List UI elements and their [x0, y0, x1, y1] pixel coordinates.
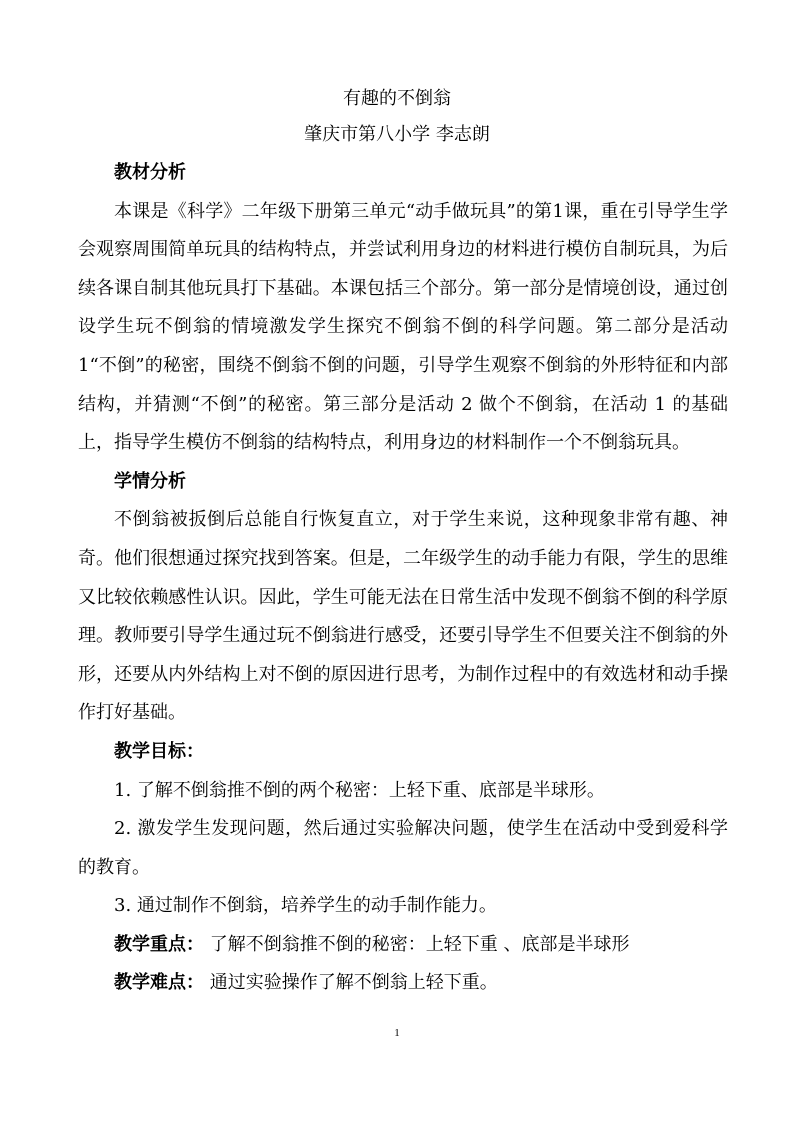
difficulty-label: 教学难点： [114, 972, 204, 994]
page-number: 1 [394, 1027, 400, 1039]
objective-item-1: 1. 了解不倒翁推不倒的两个秘密：上轻下重、底部是半球形。 [114, 779, 605, 801]
objective-item-3: 3. 通过制作不倒翁，培养学生的动手制作能力。 [114, 895, 497, 917]
heading-student-analysis: 学情分析 [114, 470, 186, 492]
key-point-text: 了解不倒翁推不倒的秘密：上轻下重 、底部是半球形 [204, 933, 630, 955]
difficulty-text: 通过实验操作了解不倒翁上轻下重。 [204, 972, 498, 994]
heading-objectives: 教学目标： [114, 740, 204, 762]
heading-material-analysis: 教材分析 [114, 162, 186, 183]
key-point-label: 教学重点： [114, 933, 204, 955]
difficulty-line [78, 964, 728, 1003]
document-title: 有趣的不倒翁 [343, 88, 451, 109]
paragraph-student-analysis: 不倒翁被扳倒后总能自行恢复直立，对于学生来说，这种现象非常有趣、神奇。他们很想通过探究找到答案。但是，二年级学生的动手能力有限，学生的思维又比较依赖感性认识。因此，学生可能无法在日常生活中发现不倒翁不倒的科学原理。教师要引导学生通过玩不倒翁进行感受，还要引导学生不但要关注不倒翁的外形，还要从内外结构上对不倒的原因进行思考，为制作过程中的有效选材和动手操作打好基础。 [78, 509, 728, 724]
document-author: 肇庆市第八小学 李志朗 [304, 124, 490, 145]
key-point-line [78, 926, 728, 965]
objective-item-2: 2. 激发学生发现问题，然后通过实验解决问题，使学生在活动中受到爱科学的教育。 [78, 818, 728, 878]
document-body [78, 154, 746, 1003]
paragraph-material-analysis: 本课是《科学》二年级下册第三单元“动手做玩具”的第1课，重在引导学生学会观察周围简单玩具的结构特点，并尝试利用身边的材料进行模仿自制玩具，为后续各课自制其他玩具打下基础。本课包括三个部分。第一部分是情境创设，通过创设学生玩不倒翁的情境激发学生探究不倒翁不倒的科学问题。第二部分是活动 1“不倒”的秘密，围绕不倒翁不倒的问题，引导学生观察不倒翁的外形特征和内部结构，并猜测“不倒”的秘密。第三部分是活动 2 做个不倒翁，在活动 1 的基础上，指导学生模仿不倒翁的结构特点，利用身边的材料制作一个不倒翁玩具。 [78, 200, 746, 454]
